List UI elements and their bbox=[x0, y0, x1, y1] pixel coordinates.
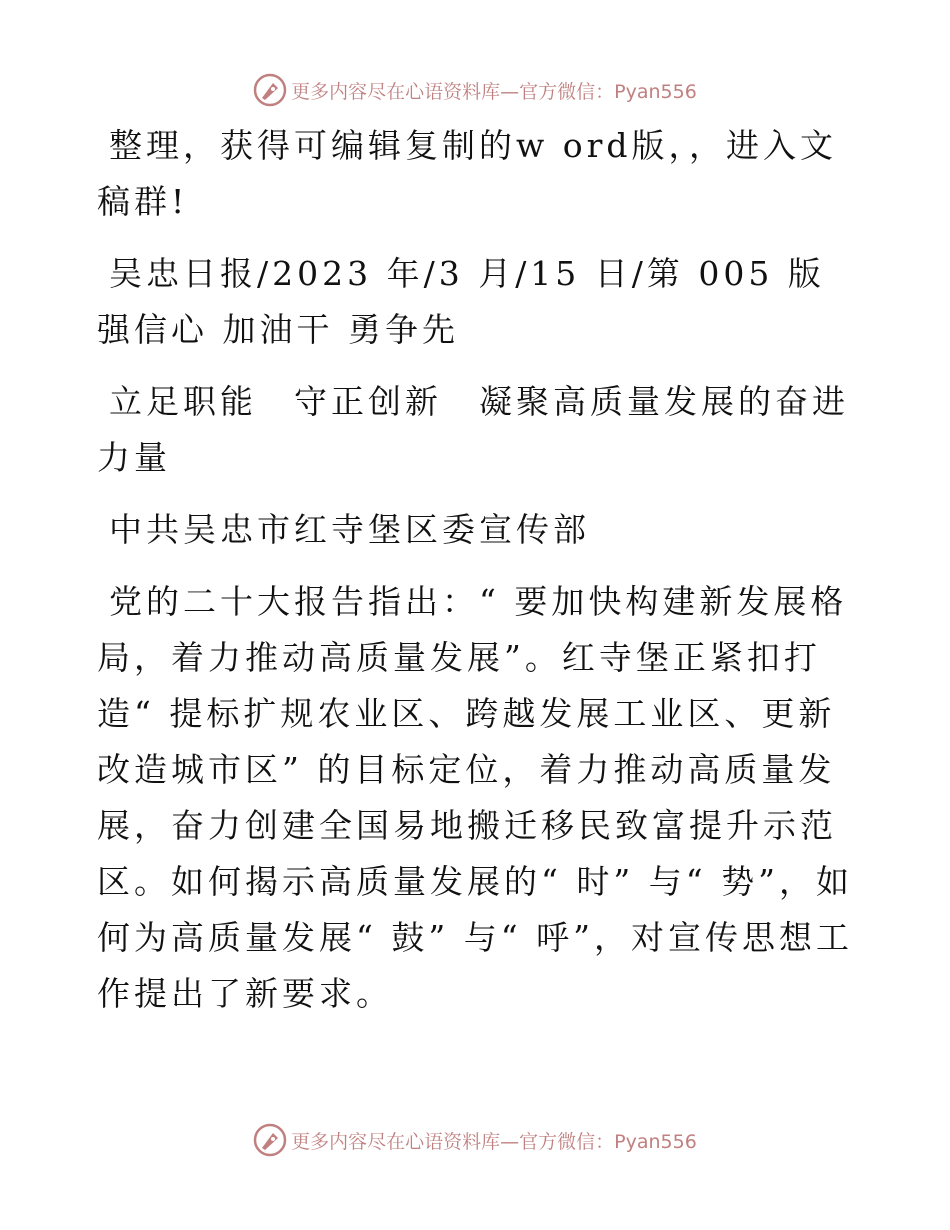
article-title: 立足职能 守正创新 凝聚高质量发展的奋进力量 bbox=[97, 382, 849, 477]
pen-nib-logo-icon bbox=[253, 1123, 287, 1157]
header-watermark bbox=[0, 70, 950, 110]
article-author: 中共吴忠市红寺堡区委宣传部 bbox=[109, 510, 590, 549]
paragraph-source: 吴忠日报/2023 年/3 月/15 日/第 005 版强信心 加油干 勇争先 bbox=[97, 254, 825, 349]
footer-watermark bbox=[0, 1120, 950, 1160]
watermark-text: 更多内容尽在心语资料库—官方微信：Pyan556 bbox=[291, 80, 697, 103]
watermark-text: 更多内容尽在心语资料库—官方微信：Pyan556 bbox=[291, 1130, 697, 1153]
document-body bbox=[97, 118, 857, 1038]
paragraph-intro: 整理，获得可编辑复制的w ord版，，进入文稿群! bbox=[97, 126, 838, 221]
pen-nib-logo-icon bbox=[253, 73, 287, 107]
paragraph-body: 党的二十大报告指出：“ 要加快构建新发展格局，着力推动高质量发展”。红寺堡正紧扣打造“ 提标扩规农业区、跨越发展工业区、更新改造城市区” 的目标定位，着力推动高质量发展，奋力创建全国易地搬迁移民致富提升示范区。如何揭示高质量发展的“ 时” 与“ 势”，如何为高质量发展“ 鼓” 与“ 呼”，对宣传思想工作提出了新要求。 bbox=[97, 582, 853, 1013]
